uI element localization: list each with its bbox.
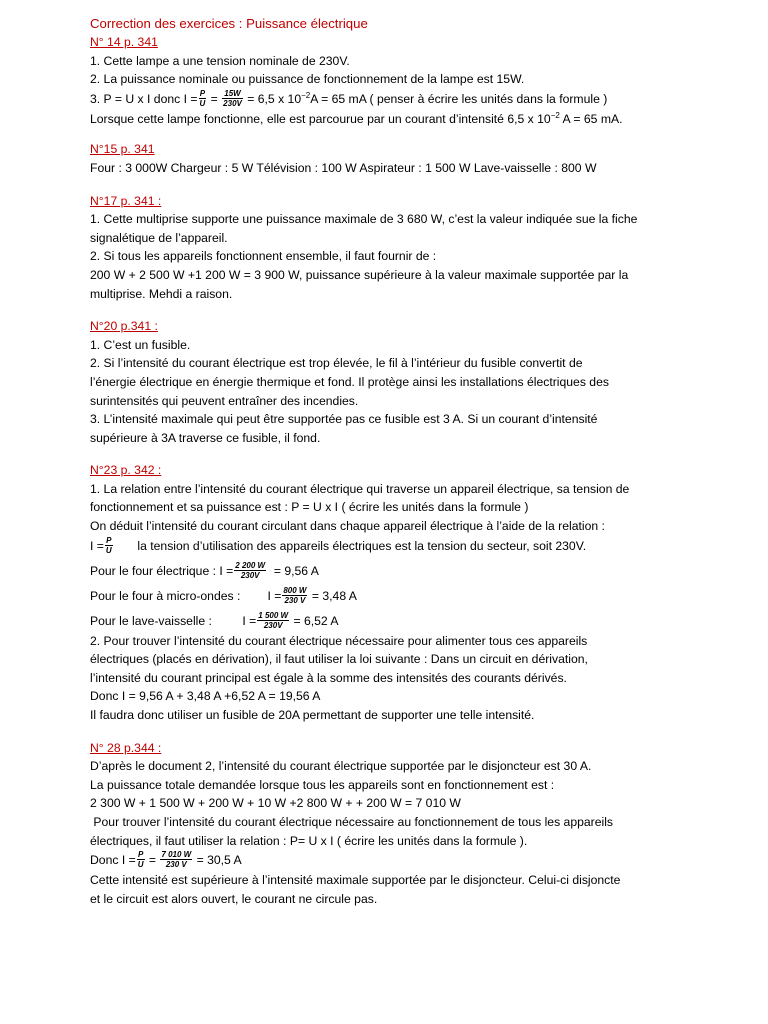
text: = 6,5 x 10 xyxy=(243,91,302,106)
text: Donc I = xyxy=(90,853,136,868)
text: I = xyxy=(90,538,104,553)
exercise-15 xyxy=(90,140,690,177)
exercise-17-line-2: signalétique de l’appareil. xyxy=(90,230,228,245)
exercise-28-line-8: et le circuit est alors ouvert, le courant ne circule pas. xyxy=(90,891,378,906)
exercise-28-line-1: D’après le document 2, l’intensité du courant électrique supportée par le disjoncteur est 30 A. xyxy=(90,759,592,774)
text: A = 65 mA. xyxy=(559,111,623,126)
exercise-20-heading: N°20 p.341 : xyxy=(90,319,158,334)
numerator: 1 500 W xyxy=(258,610,289,620)
text: Pour le four électrique : I = xyxy=(90,563,234,578)
exercise-23-line-8: Donc I = 9,56 A + 3,48 A +6,52 A = 19,56 A xyxy=(90,689,321,704)
text: = 30,5 A xyxy=(193,853,242,868)
fraction xyxy=(234,561,266,580)
exercise-14-heading: N° 14 p. 341 xyxy=(90,35,158,49)
exercise-28 xyxy=(90,739,690,909)
fraction xyxy=(257,611,289,630)
exercise-28-line-4: Pour trouver l’intensité du courant électrique nécessaire au fonctionnement de tous les appareils xyxy=(90,815,614,829)
numerator: P xyxy=(137,850,144,860)
exercise-23-formula-3 xyxy=(90,611,690,632)
fraction xyxy=(137,850,145,869)
numerator: 800 W xyxy=(283,585,307,595)
numerator: 15W xyxy=(222,89,243,99)
numerator: 2 200 W xyxy=(235,560,266,570)
exercise-28-line-5: électriques, il faut utiliser la relation : P= U x I ( écrire les unités dans la formule ). xyxy=(90,833,528,848)
text: A = 65 mA ( penser à écrire les unités dans la formule ) xyxy=(310,91,608,106)
text: = xyxy=(145,853,160,868)
exercise-17-line-5: multiprise. Mehdi a raison. xyxy=(90,286,233,301)
exercise-20 xyxy=(90,317,690,447)
denominator: U xyxy=(137,860,144,870)
fraction xyxy=(282,586,307,605)
exercise-23-heading: N°23 p. 342 : xyxy=(90,463,162,478)
numerator: 7 010 W xyxy=(161,850,192,860)
fraction xyxy=(222,89,243,108)
text: = xyxy=(207,91,222,106)
exercise-28-heading: N° 28 p.344 : xyxy=(90,740,162,755)
fraction xyxy=(105,536,113,555)
exercise-20-line-1: 1. C’est un fusible. xyxy=(90,337,191,352)
denominator: U xyxy=(199,99,206,109)
numerator: P xyxy=(199,89,206,99)
exercise-23-formula-1 xyxy=(90,561,690,582)
text: 3. P = U x I donc I = xyxy=(90,91,198,106)
exercise-23-line-1: 1. La relation entre l’intensité du courant électrique qui traverse un appareil électrique, sa tension de xyxy=(90,481,630,496)
exercise-23-line-7: l’intensité du courant principal est égale à la somme des intensités des courants dérivés. xyxy=(90,670,567,685)
exercise-15-line-1: Four : 3 000W Chargeur : 5 W Télévision : 100 W Aspirateur : 1 500 W Lave-vaisselle : 800 W xyxy=(90,160,597,175)
exercise-14-line-1: 1. Cette lampe a une tension nominale de 230V. xyxy=(90,53,350,68)
text: la tension d’utilisation des appareils électriques est la tension du secteur, soit 230V. xyxy=(113,538,587,553)
fraction xyxy=(199,89,207,108)
denominator: 230V xyxy=(240,570,260,580)
exercise-14-line-4 xyxy=(90,110,690,129)
exercise-20-line-5: 3. L’intensité maximale qui peut être supportée pas ce fusible est 3 A. Si un courant d’intensité xyxy=(90,412,598,427)
denominator: 230V xyxy=(263,620,283,630)
exercise-20-line-2: 2. Si l’intensité du courant électrique est trop élevée, le fil à l’intérieur du fusible convertit de xyxy=(90,356,583,371)
exercise-28-line-6 xyxy=(90,850,690,871)
exercise-17-line-3: 2. Si tous les appareils fonctionnent ensemble, il faut fournir de : xyxy=(90,249,437,264)
numerator: P xyxy=(106,535,112,545)
exponent: −2 xyxy=(550,110,560,120)
exercise-23-line-3: On déduit l’intensité du courant circulant dans chaque appareil électrique à l’aide de la relation : xyxy=(90,519,605,534)
exercise-20-line-3: l’énergie électrique en énergie thermique et fond. Il protège ainsi les installations électriques des xyxy=(90,374,609,389)
exercise-14-line-2: 2. La puissance nominale ou puissance de fonctionnement de la lampe est 15W. xyxy=(90,72,525,87)
exercise-20-line-6: supérieure à 3A traverse ce fusible, il fond. xyxy=(90,430,321,445)
exercise-28-line-2: La puissance totale demandée lorsque tous les appareils sont en fonctionnement est : xyxy=(90,777,555,792)
fraction xyxy=(160,850,192,869)
exercise-23-line-9: Il faudra donc utiliser un fusible de 20A permettant de supporter une telle intensité. xyxy=(90,708,535,723)
exercise-17 xyxy=(90,192,690,304)
exercise-23-line-5: 2. Pour trouver l’intensité du courant électrique nécessaire pour alimenter tous ces appareils xyxy=(90,633,588,648)
text: Lorsque cette lampe fonctionne, elle est parcourue par un courant d’intensité 6,5 x 10 xyxy=(90,111,551,126)
text: Pour le lave-vaisselle : I = xyxy=(90,613,257,628)
text: Pour le four à micro-ondes : I = xyxy=(90,588,282,603)
exercise-17-line-4: 200 W + 2 500 W +1 200 W = 3 900 W, puissance supérieure à la valeur maximale supportée par la xyxy=(90,267,629,282)
denominator: 230V xyxy=(223,99,242,109)
exercise-23-line-4 xyxy=(90,536,690,557)
exercise-23-line-6: électriques (placés en dérivation), il faut utiliser la loi suivante : Dans un circuit en dérivation, xyxy=(90,652,588,667)
exercise-23 xyxy=(90,461,690,724)
exercise-17-line-1: 1. Cette multiprise supporte une puissance maximale de 3 680 W, c’est la valeur indiquée sue la fiche xyxy=(90,212,638,227)
exercise-28-line-7: Cette intensité est supérieure à l’intensité maximale supportée par le disjoncteur. Celui-ci disjoncte xyxy=(90,873,621,888)
exercise-23-formula-2 xyxy=(90,586,690,607)
text: = 3,48 A xyxy=(308,588,357,603)
denominator: 230 V xyxy=(165,860,187,870)
denominator: U xyxy=(105,545,112,555)
document-page xyxy=(90,14,690,908)
exercise-14-line-3 xyxy=(90,89,690,110)
text: = 9,56 A xyxy=(267,563,319,578)
exercise-17-heading: N°17 p. 341 : xyxy=(90,193,162,208)
exercise-23-line-2: fonctionnement et sa puissance est : P = U x I ( écrire les unités dans la formule ) xyxy=(90,500,529,515)
exercise-14 xyxy=(90,33,690,128)
denominator: 230 V xyxy=(284,595,306,605)
page-title: Correction des exercices : Puissance électrique xyxy=(90,16,368,31)
exercise-20-line-4: surintensités qui peuvent entraîner des incendies. xyxy=(90,393,359,408)
exercise-15-heading: N°15 p. 341 xyxy=(90,142,155,157)
exponent: −2 xyxy=(301,90,311,100)
text: = 6,52 A xyxy=(290,613,339,628)
exercise-28-line-3: 2 300 W + 1 500 W + 200 W + 10 W +2 800 W + + 200 W = 7 010 W xyxy=(90,796,461,811)
